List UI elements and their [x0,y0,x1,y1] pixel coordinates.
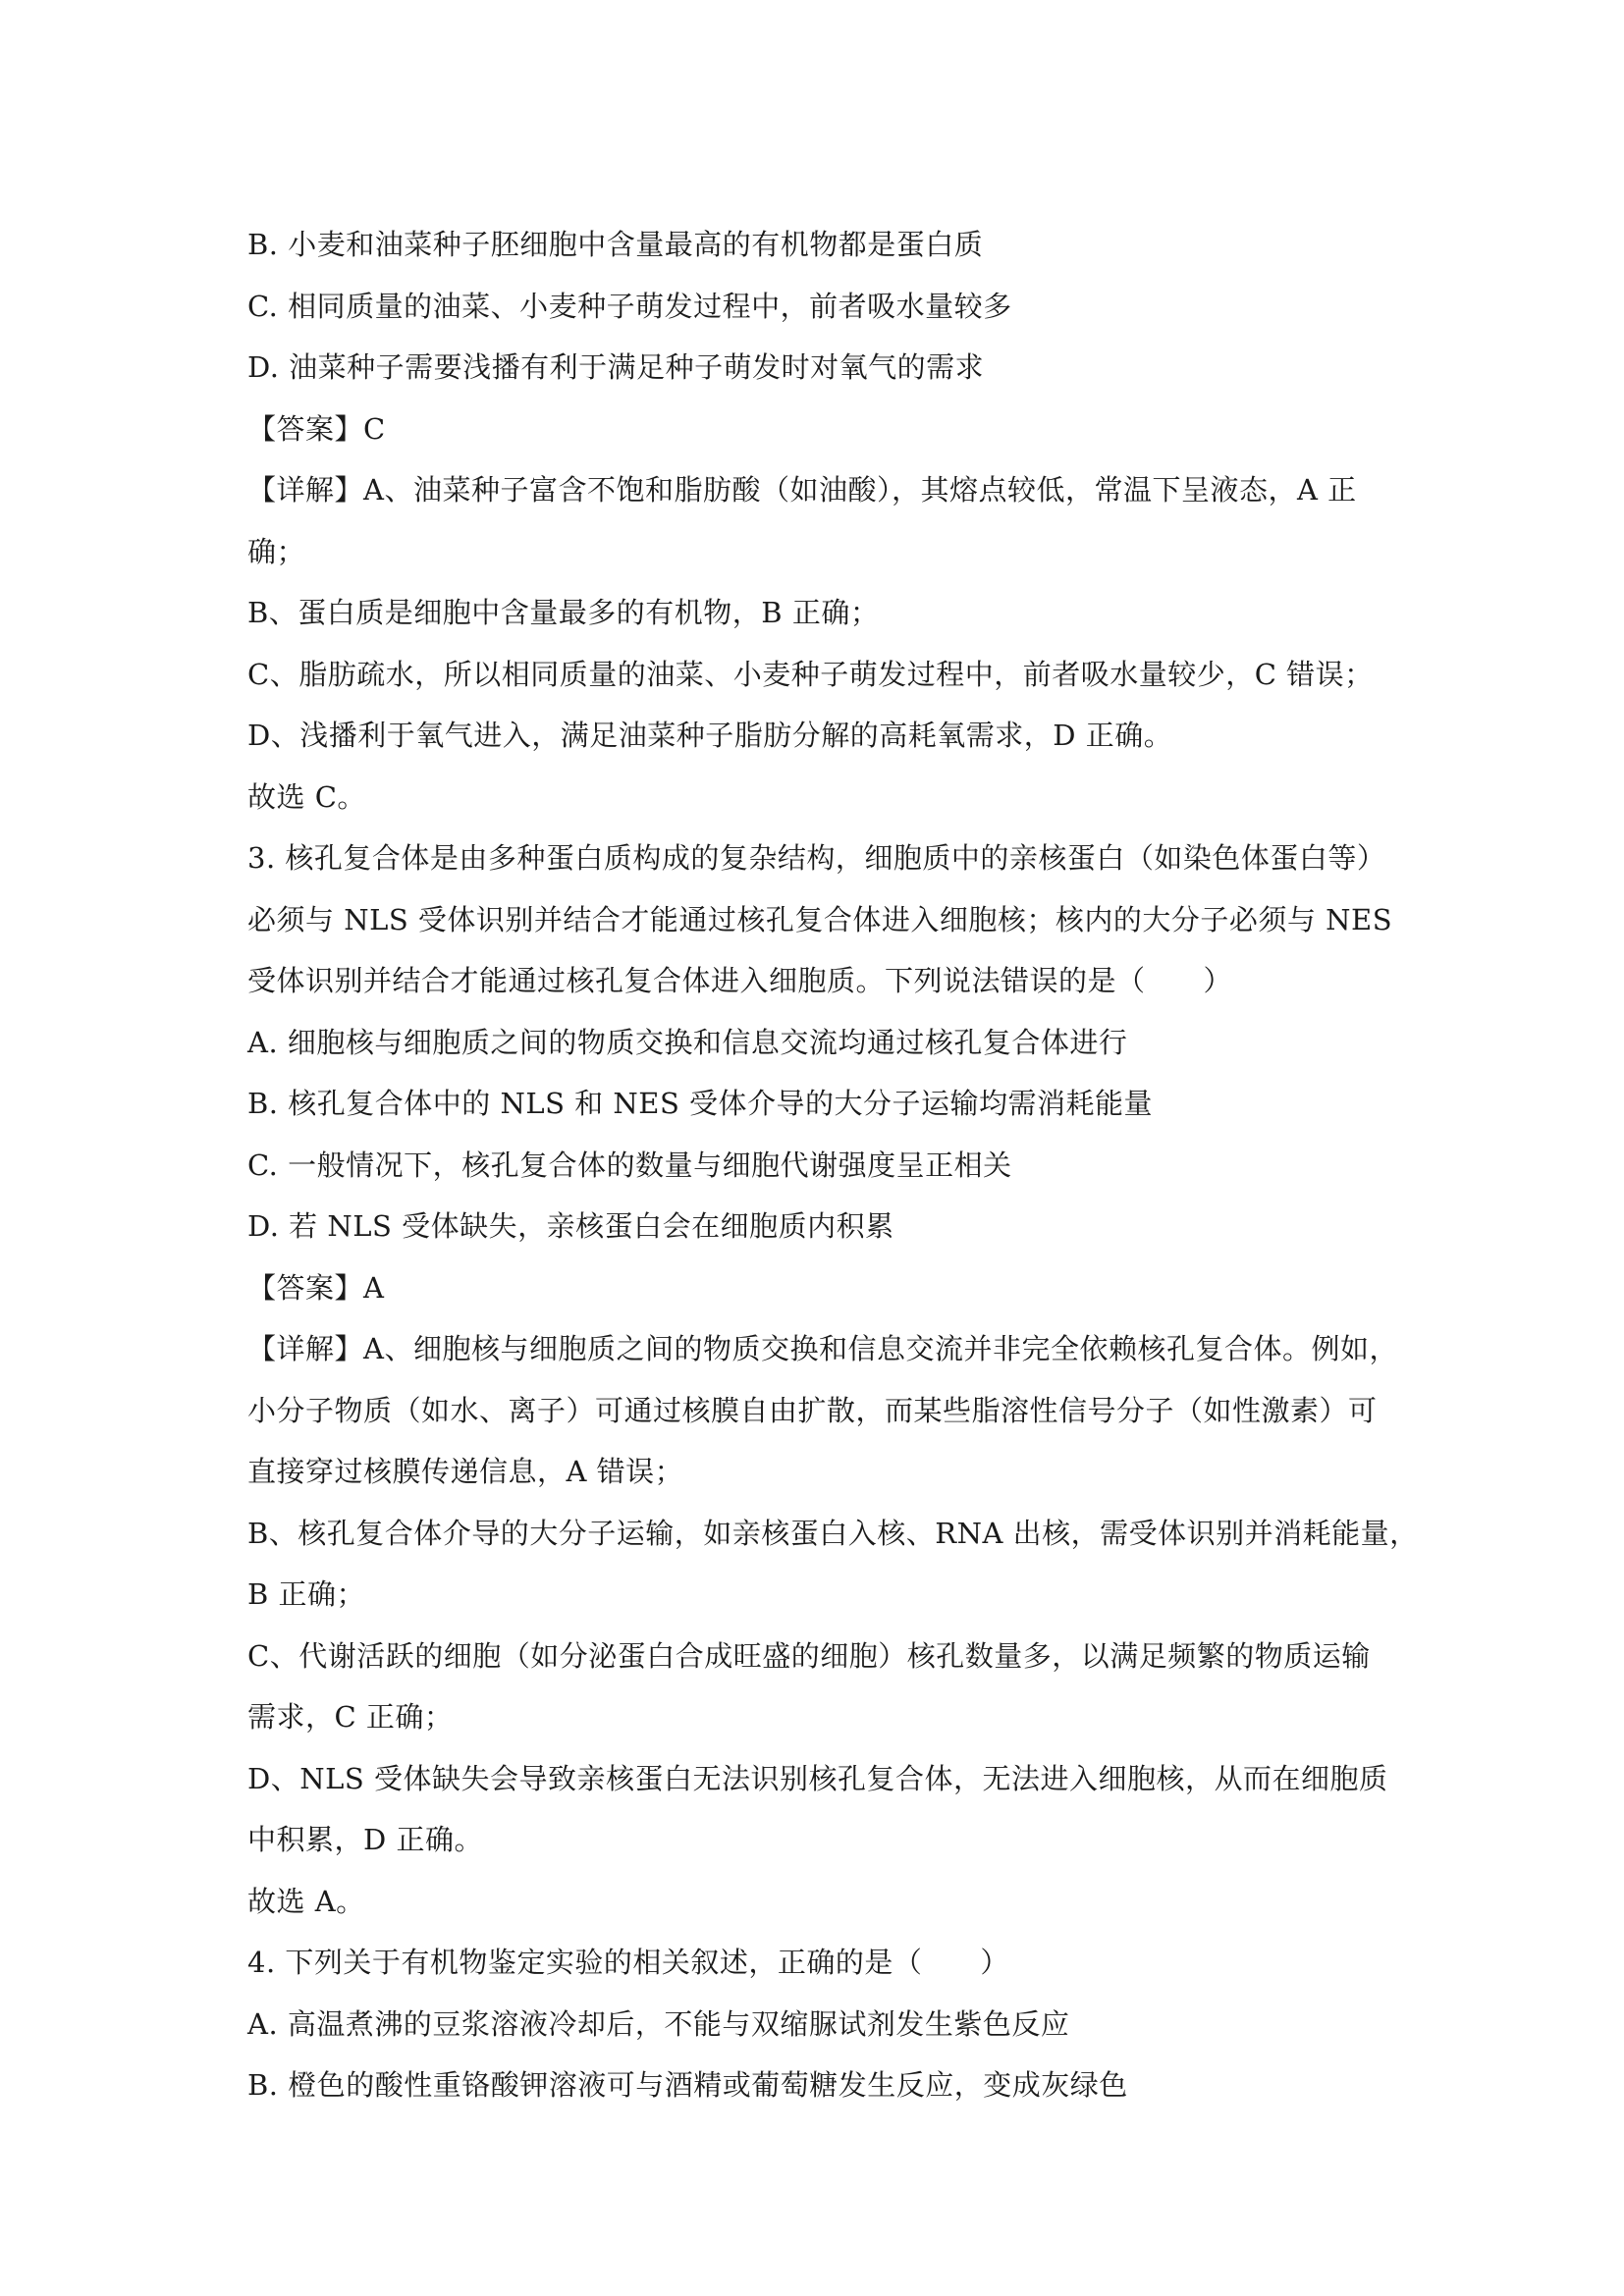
answer-q3: 【答案】A [247,1270,385,1305]
option-b-q2: B. 小麦和油菜种子胚细胞中含量最高的有机物都是蛋白质 [247,228,984,261]
question-3-line-2: 必须与 NLS 受体识别并结合才能通过核孔复合体进入细胞核；核内的大分子必须与 NES [247,902,1393,936]
question-4: 4. 下列关于有机物鉴定实验的相关叙述，正确的是（ ） [247,1946,1009,1979]
explanation-q3-line-1: 【详解】A、细胞核与细胞质之间的物质交换和信息交流并非完全依赖核孔复合体。例如， [247,1332,1398,1365]
explanation-q3-line-8: D、NLS 受体缺失会导致亲核蛋白无法识别核孔复合体，无法进入细胞核，从而在细胞质 [247,1761,1388,1795]
conclusion-q2: 故选 C。 [247,779,366,814]
explanation-q3-line-4: B、核孔复合体介导的大分子运输，如亲核蛋白入核、RNA 出核，需受体识别并消耗能量， [247,1516,1419,1550]
explanation-q2-line-1: 【详解】A、油菜种子富含不饱和脂肪酸（如油酸），其熔点较低，常温下呈液态，A 正 [247,473,1357,507]
explanation-q3-line-9: 中积累，D 正确。 [247,1823,483,1856]
explanation-q2-line-4: C、脂肪疏水，所以相同质量的油菜、小麦种子萌发过程中，前者吸水量较少，C 错误； [247,657,1374,691]
conclusion-q3: 故选 A。 [247,1884,365,1918]
explanation-q2-line-3: B、蛋白质是细胞中含量最多的有机物，B 正确； [247,596,880,629]
option-c-q3: C. 一般情况下，核孔复合体的数量与细胞代谢强度呈正相关 [247,1148,1012,1182]
option-b-q4: B. 橙色的酸性重铬酸钾溶液可与酒精或葡萄糖发生反应，变成灰绿色 [247,2068,1128,2102]
explanation-q3-line-6: C、代谢活跃的细胞（如分泌蛋白合成旺盛的细胞）核孔数量多，以满足频繁的物质运输 [247,1638,1371,1673]
option-d-q2: D. 油菜种子需要浅播有利于满足种子萌发时对氧气的需求 [247,350,985,384]
option-a-q4: A. 高温煮沸的豆浆溶液冷却后，不能与双缩脲试剂发生紫色反应 [247,2006,1070,2041]
explanation-q2-line-2: 确； [247,534,306,568]
question-3-line-1: 3. 核孔复合体是由多种蛋白质构成的复杂结构，细胞质中的亲核蛋白（如染色体蛋白等） [247,841,1386,875]
explanation-q3-line-5: B 正确； [247,1577,366,1611]
option-b-q3: B. 核孔复合体中的 NLS 和 NES 受体介导的大分子运输均需消耗能量 [247,1087,1154,1120]
answer-q2: 【答案】C [247,411,386,446]
explanation-q3-line-3: 直接穿过核膜传递信息，A 错误； [247,1455,684,1488]
explanation-q3-line-2: 小分子物质（如水、离子）可通过核膜自由扩散，而某些脂溶性信号分子（如性激素）可 [247,1393,1378,1427]
document-page [247,214,1419,2116]
question-3-line-3: 受体识别并结合才能通过核孔复合体进入细胞质。下列说法错误的是（ ） [247,964,1233,997]
explanation-q2-line-5: D、浅播利于氧气进入，满足油菜种子脂肪分解的高耗氧需求，D 正确。 [247,719,1173,752]
option-c-q2: C. 相同质量的油菜、小麦种子萌发过程中，前者吸水量较多 [247,289,1012,323]
explanation-q3-line-7: 需求，C 正确； [247,1700,454,1734]
option-d-q3: D. 若 NLS 受体缺失，亲核蛋白会在细胞质内积累 [247,1209,894,1243]
option-a-q3: A. 细胞核与细胞质之间的物质交换和信息交流均通过核孔复合体进行 [247,1025,1128,1059]
